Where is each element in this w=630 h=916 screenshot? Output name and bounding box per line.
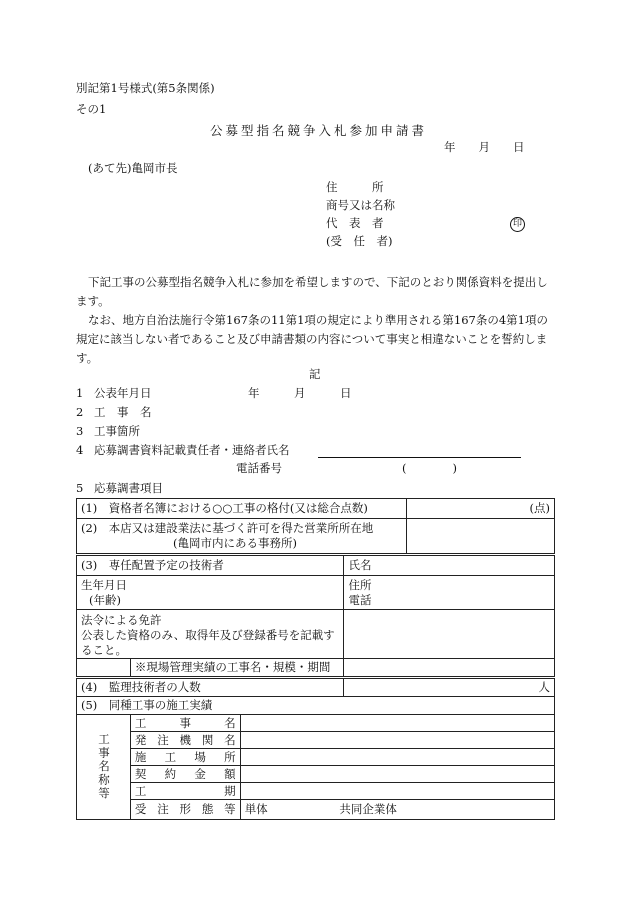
- phone-parens: ( ): [402, 461, 457, 475]
- ki-heading: 記: [309, 367, 321, 381]
- engineer-address-label: 住所: [348, 577, 372, 592]
- application-table-top: [76, 498, 555, 554]
- item-5-label: 応募調書項目: [94, 481, 163, 495]
- item-3-label: 工事箇所: [94, 424, 140, 438]
- row-engineer-birth: [77, 576, 555, 610]
- form-reference: 別記第1号様式(第5条関係): [76, 81, 215, 95]
- supervisors-unit: 人: [344, 679, 555, 697]
- similar-works-label: (5) 同種工事の施工実績: [77, 697, 555, 715]
- contact-name-line: [318, 457, 521, 458]
- company-label: 商号又は名称: [326, 198, 395, 212]
- seal-text: 印: [510, 217, 525, 232]
- site-value: [344, 659, 555, 677]
- document-title: 公募型指名競争入札参加申請書: [210, 123, 428, 138]
- row-engineer-site: [77, 659, 555, 677]
- site-blank: [77, 659, 131, 677]
- license-label: 法令による免許: [81, 613, 162, 627]
- item-2-label: 工 事 名: [94, 405, 152, 419]
- contract-amount-value: [240, 766, 554, 783]
- engineer-table: [76, 555, 555, 677]
- order-type-label: 受注形態等: [130, 800, 240, 820]
- item-3-number: 3: [76, 424, 84, 438]
- office-label-sub: (亀岡市内にある事務所): [173, 536, 297, 550]
- row-amount: [77, 766, 555, 783]
- orderer-label: 発注機関名: [130, 732, 240, 749]
- row-engineer-license: [77, 610, 555, 659]
- item-2-number: 2: [76, 405, 84, 419]
- works-table: [76, 678, 555, 820]
- row-site: [77, 749, 555, 766]
- work-name-value: [240, 715, 554, 732]
- agent-label: (受 任 者): [326, 234, 393, 248]
- row-supervisors: [77, 679, 555, 697]
- item-1-date: 年 月 日: [248, 386, 352, 400]
- row-period: [77, 783, 555, 800]
- date-line: 年 月 日: [444, 140, 525, 154]
- office-value: [407, 519, 555, 554]
- seal-mark: [510, 216, 525, 232]
- work-period-value: [240, 783, 554, 800]
- site-label: ※現場管理実績の工事名・規模・期間: [130, 659, 344, 677]
- construction-site-label: 施工場所: [130, 749, 240, 766]
- construction-site-value: [240, 749, 554, 766]
- row-work-name: [77, 715, 555, 732]
- address-label: 住 所: [326, 180, 384, 194]
- engineer-phone-label: 電話: [348, 592, 372, 607]
- addressee: (あて先)亀岡市長: [88, 161, 178, 175]
- rating-unit: (点): [407, 499, 555, 519]
- supervisors-label: (4) 監理技術者の人数: [77, 679, 344, 697]
- row-office: [77, 519, 555, 554]
- item-4-label: 応募調書資料記載責任者・連絡者氏名: [94, 443, 290, 457]
- row-rating: [77, 499, 555, 519]
- row-orderer: [77, 732, 555, 749]
- rating-label: (1) 資格者名簿における○○工事の格付(又は総合点数): [77, 499, 407, 519]
- contract-amount-label: 契約金額: [130, 766, 240, 783]
- office-label: [77, 519, 407, 554]
- license-note: 公表した資格のみ、取得年及び登録番号を記載すること。: [81, 628, 335, 657]
- age-label: (年齢): [89, 592, 121, 607]
- row-order-type: [77, 800, 555, 820]
- license-value: [344, 610, 555, 659]
- item-1-label: 公表年月日: [94, 386, 152, 400]
- paragraph-request: 下記工事の公募型指名競争入札に参加を希望しますので、下記のとおり関係資料を提出します。: [76, 275, 548, 308]
- item-4-number: 4: [76, 443, 84, 457]
- work-name-label: 工 事 名: [130, 715, 240, 732]
- paragraph-pledge: なお、地方自治法施行令第167条の11第1項の規定により準用される第167条の4第1項の規定に該当しない者であること及び申請書類の内容について事実と相違ないことを誓約します。: [76, 313, 548, 365]
- form-part: その1: [76, 102, 107, 116]
- birthdate-cell: [77, 576, 344, 610]
- license-cell: [77, 610, 344, 659]
- order-type-single: 単体: [244, 802, 268, 816]
- orderer-value: [240, 732, 554, 749]
- row-similar-works: [77, 697, 555, 715]
- order-type-joint: 共同企業体: [339, 802, 397, 816]
- phone-label: 電話番号: [236, 461, 282, 475]
- engineer-label: (3) 専任配置予定の技術者: [77, 556, 344, 576]
- engineer-name-label: 氏名: [344, 556, 555, 576]
- row-engineer-head: [77, 556, 555, 576]
- order-type-value: [240, 800, 554, 820]
- representative-label: 代 表 者: [326, 216, 384, 230]
- birthdate-label: 生年月日: [81, 577, 127, 592]
- item-5-number: 5: [76, 481, 84, 495]
- work-period-label: 工 期: [130, 783, 240, 800]
- works-side-label: 工事名称等: [77, 715, 131, 820]
- address-phone-cell: [344, 576, 555, 610]
- item-1-number: 1: [76, 386, 84, 400]
- office-label-main: (2) 本店又は建設業法に基づく許可を得た営業所所在地: [81, 521, 374, 535]
